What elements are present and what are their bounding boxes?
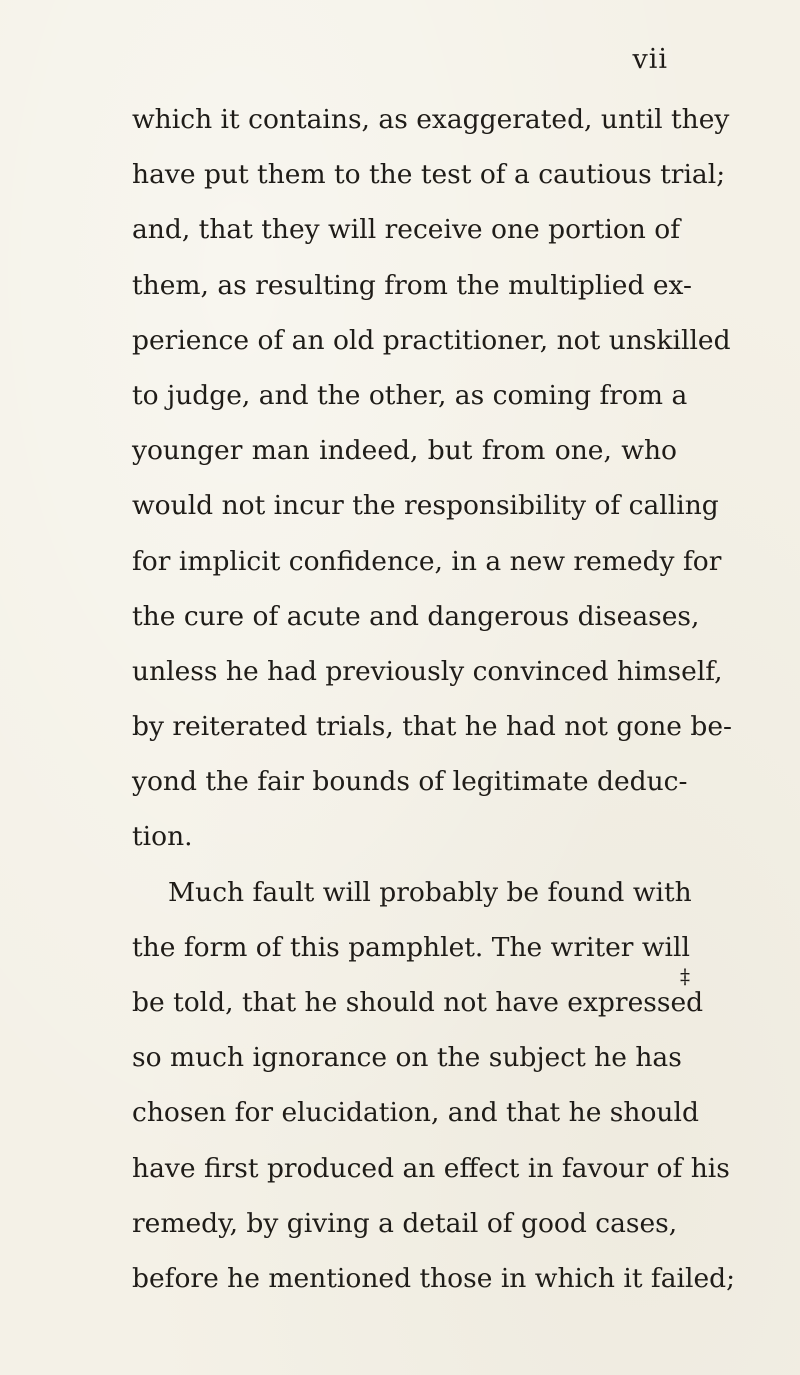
text-line: perience of an old practitioner, not unskilled bbox=[132, 324, 731, 356]
text-line: to judge, and the other, as coming from a bbox=[132, 379, 688, 411]
text-line-paragraph-end: tion. bbox=[132, 821, 193, 853]
text-line: have first produced an effect in favour of his bbox=[132, 1152, 730, 1184]
marginal-mark: ‡ bbox=[680, 964, 690, 988]
text-line: have put them to the test of a cautious trial; bbox=[132, 159, 726, 191]
text-line: for implicit confidence, in a new remedy for bbox=[132, 545, 722, 577]
text-line: would not incur the responsibility of calling bbox=[132, 490, 719, 522]
page-number: vii bbox=[632, 44, 668, 75]
text-line: be told, that he should not have expressed bbox=[132, 987, 704, 1018]
text-line: which it contains, as exaggerated, until they bbox=[132, 104, 730, 135]
text-line: so much ignorance on the subject he has bbox=[132, 1042, 682, 1074]
text-line: chosen for elucidation, and that he should bbox=[132, 1097, 699, 1129]
text-line: the cure of acute and dangerous diseases, bbox=[132, 600, 700, 632]
text-line: yond the fair bounds of legitimate deduc- bbox=[132, 766, 688, 798]
text-line: them, as resulting from the multiplied ex- bbox=[132, 269, 692, 301]
text-line: younger man indeed, but from one, who bbox=[132, 435, 677, 467]
text-line: before he mentioned those in which it failed; bbox=[132, 1262, 736, 1294]
text-line: by reiterated trials, that he had not gone be- bbox=[132, 711, 733, 743]
text-line: unless he had previously convinced himself, bbox=[132, 655, 723, 687]
text-line: and, that they will receive one portion of bbox=[132, 214, 681, 246]
body-text bbox=[132, 92, 736, 1306]
text-line: the form of this pamphlet. The writer will bbox=[132, 931, 690, 963]
text-line: remedy, by giving a detail of good cases, bbox=[132, 1207, 678, 1239]
text-line-paragraph-start: Much fault will probably be found with bbox=[168, 876, 692, 908]
